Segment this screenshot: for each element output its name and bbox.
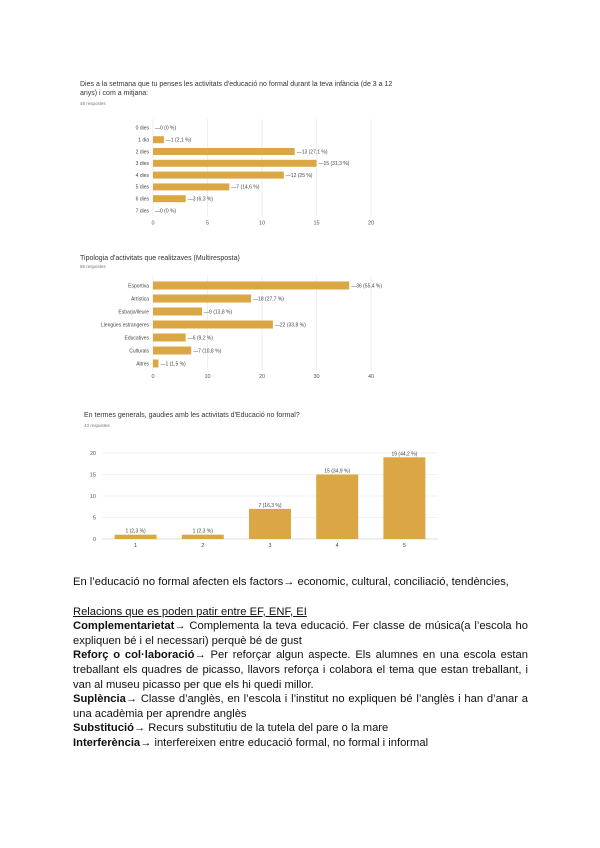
y-tick-label: 5 (92, 515, 96, 522)
data-label: 7 (16,3 %) (258, 502, 282, 509)
y-tick-label: 0 (92, 536, 96, 543)
bar (153, 347, 191, 355)
category-label: 0 dies (135, 125, 149, 132)
note-text: → Classe d’anglès, en l’escola i l’institut no expliquen bé l’anglès i han d’anar a una acadèmia per aprendre anglès (73, 693, 528, 720)
data-label: —6 (9,2 %) (187, 335, 213, 342)
note-item-reforc (73, 648, 528, 692)
x-tick-label: 20 (367, 220, 375, 227)
x-tick-label: 10 (204, 374, 211, 380)
bar (153, 282, 349, 290)
bar (153, 148, 295, 155)
bar (249, 509, 291, 539)
bar (153, 195, 186, 202)
x-tick-label: 20 (258, 374, 266, 380)
data-label: —13 (27,1 %) (296, 149, 328, 156)
data-label: —18 (27,7 %) (253, 296, 284, 303)
data-label: 1 (2,3 %) (192, 528, 213, 535)
bar (153, 308, 202, 316)
data-label: 1 (2,3 %) (125, 528, 146, 535)
note-item-interferencia (73, 736, 528, 751)
category-label: Llengües estrangeres (100, 322, 149, 329)
category-label: Culturals (129, 348, 149, 355)
chart3-title: En termes generals, gaudies amb les activitats d'Educació no formal? (84, 412, 300, 419)
category-label: Esbarjo/lleure (118, 309, 149, 316)
category-label: 6 dies (135, 196, 149, 203)
category-label: Educatives (124, 335, 149, 342)
bar (115, 535, 157, 539)
note-text: → Complementa la teva educació. Fer classe de música(a l’escola ho expliquen bé i el necessari) perquè bé de gust (73, 620, 528, 647)
x-tick-label: 30 (313, 374, 320, 380)
category-label: 1 dia (138, 137, 149, 144)
category-label: Artística (130, 296, 149, 303)
bar (153, 360, 158, 368)
data-label: —0 (0 %) (155, 125, 177, 132)
x-tick-label: 0 (151, 220, 155, 227)
chart1 (80, 110, 400, 225)
data-label: —1 (2,1 %) (165, 137, 192, 144)
bar (153, 172, 284, 179)
note-item-suplencia (73, 692, 528, 721)
note-item-substitucio (73, 721, 528, 736)
note-item-complementarietat (73, 619, 528, 648)
bar (153, 160, 317, 167)
category-label: 3 dies (135, 161, 149, 168)
x-tick-label: 4 (335, 543, 339, 549)
bar (153, 295, 251, 303)
chart3 (84, 436, 444, 554)
note-text: → interfereixen entre educació formal, no formal i informal (140, 736, 429, 749)
category-label: 2 dies (135, 149, 149, 156)
bar (153, 334, 186, 342)
y-tick-label: 15 (89, 472, 96, 479)
notes-section (73, 575, 528, 751)
x-tick-label: 2 (201, 543, 205, 549)
data-label: —1 (1,5 %) (160, 361, 186, 368)
category-label: Altres (136, 361, 149, 368)
x-tick-label: 0 (151, 374, 155, 380)
data-label: —0 (0 %) (155, 208, 177, 215)
note-term: Complementarietat (73, 620, 175, 633)
bar (153, 183, 229, 190)
chart2-title: Tipologia d'activitats que realitzaves (Multiresposta) (80, 255, 240, 262)
x-tick-label: 1 (134, 543, 138, 549)
category-label: Esportiva (128, 283, 149, 290)
notes-heading: Relacions que es poden patir entre EF, ENF, EI (73, 605, 307, 618)
note-term: Suplència (73, 693, 126, 706)
data-label: 19 (44,2 %) (391, 451, 418, 458)
category-label: 7 dies (135, 208, 149, 215)
category-label: 4 dies (135, 172, 149, 179)
bar (153, 321, 273, 329)
data-label: —15 (31,3 %) (318, 161, 350, 168)
chart2-subtitle: 65 respostes (80, 264, 106, 269)
note-text: → Per reforçar algun aspecte. Els alumnes en una escola estan treballant els quadres de picasso, llavors reforça i colabora el tema que estan treballant, i van al museu picasso per que els hi quedi millor. (73, 649, 528, 691)
bar (316, 475, 358, 540)
chart1-title: Dies a la setmana que tu penses les activitats d'educació no formal durant la teva infància (de 3 a 12 anys) i com a mitjana: (80, 81, 393, 97)
x-tick-label: 15 (313, 220, 320, 227)
x-tick-label: 5 (402, 543, 406, 549)
note-term: Reforç o col·laboració (73, 649, 195, 662)
x-tick-label: 40 (367, 374, 375, 380)
note-text: → Recurs substitutiu de la tutela del pare o la mare (133, 722, 389, 735)
data-label: —3 (6,3 %) (187, 196, 213, 203)
bar (153, 136, 164, 143)
data-label: —7 (10,8 %) (193, 348, 222, 355)
data-label: —7 (14,6 %) (231, 184, 260, 191)
data-label: —36 (55,4 %) (351, 283, 383, 290)
y-tick-label: 20 (89, 450, 96, 457)
chart3-subtitle: 43 respostes (84, 423, 110, 428)
note-term: Interferència (73, 736, 141, 749)
chart2 (80, 274, 400, 384)
x-tick-label: 5 (205, 220, 210, 227)
bar (182, 535, 224, 539)
data-label: —12 (25 %) (285, 172, 313, 179)
y-tick-label: 10 (89, 493, 96, 500)
chart1-subtitle: 48 respostes (80, 101, 106, 106)
note-term: Substitució (73, 722, 134, 735)
x-tick-label: 3 (268, 543, 272, 549)
data-label: 15 (34,9 %) (324, 468, 351, 475)
notes-intro: En l’educació no formal afecten els factors→ economic, cultural, conciliació, tendències, (73, 576, 509, 588)
bar (383, 457, 425, 539)
x-tick-label: 10 (258, 220, 266, 227)
data-label: —9 (13,8 %) (204, 309, 233, 316)
data-label: —22 (33,8 %) (274, 322, 306, 329)
category-label: 5 dies (135, 184, 149, 191)
